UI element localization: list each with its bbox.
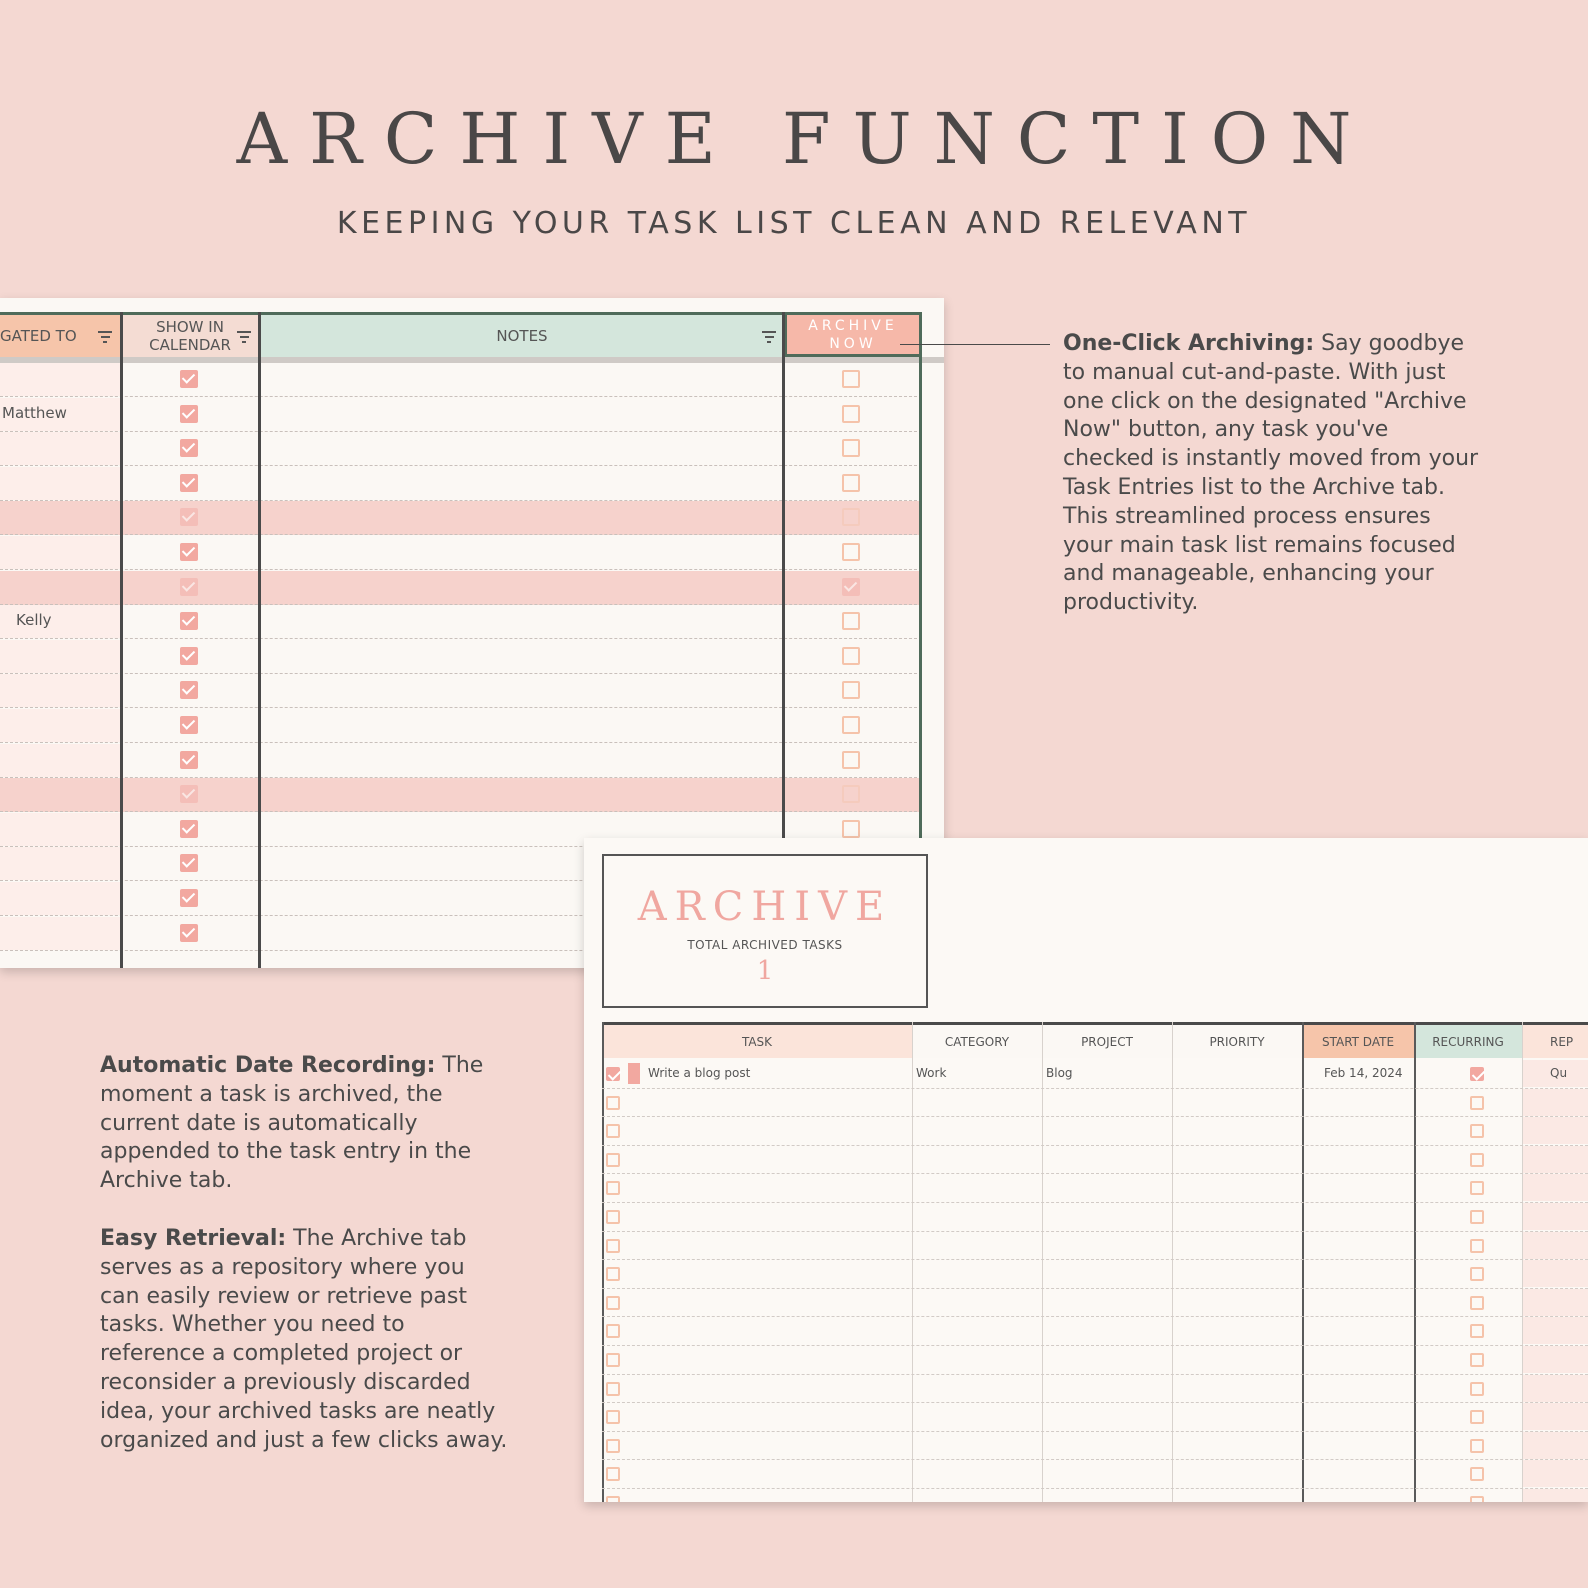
recurring-checkbox[interactable] xyxy=(1470,1210,1484,1224)
archive-row xyxy=(602,1489,1588,1502)
total-archived-count: 1 xyxy=(756,956,774,986)
task-done-checkbox[interactable] xyxy=(606,1353,620,1367)
auto-date-description xyxy=(100,1052,510,1196)
filter-icon[interactable] xyxy=(98,331,112,343)
recurring-checkbox[interactable] xyxy=(1470,1239,1484,1253)
notes-cell[interactable] xyxy=(262,640,782,673)
notes-cell[interactable] xyxy=(262,501,782,534)
task-done-checkbox[interactable] xyxy=(606,1210,620,1224)
archive-row xyxy=(602,1174,1588,1203)
rep-cell xyxy=(1523,1489,1588,1502)
archive-row xyxy=(602,1460,1588,1489)
archive-checkbox[interactable] xyxy=(842,405,860,423)
recurring-checkbox[interactable] xyxy=(1470,1324,1484,1338)
delegated-cell[interactable] xyxy=(0,640,120,673)
column-divider xyxy=(782,312,785,852)
archive-category[interactable]: Work xyxy=(916,1066,947,1080)
task-done-checkbox[interactable] xyxy=(606,1153,620,1167)
retrieval-description xyxy=(100,1225,510,1455)
calendar-checkbox[interactable] xyxy=(180,508,198,526)
callout-line xyxy=(900,344,1050,345)
delegated-cell[interactable] xyxy=(0,501,120,534)
rep-cell xyxy=(1523,1232,1588,1259)
task-done-checkbox[interactable] xyxy=(606,1239,620,1253)
archive-checkbox[interactable] xyxy=(842,751,860,769)
calendar-checkbox[interactable] xyxy=(180,785,198,803)
recurring-checkbox[interactable] xyxy=(1470,1353,1484,1367)
archive-rep[interactable]: Qu xyxy=(1550,1066,1568,1080)
column-header-project[interactable]: PROJECT xyxy=(1042,1022,1172,1058)
rep-cell xyxy=(1523,1260,1588,1287)
rep-cell xyxy=(1523,1403,1588,1430)
task-done-checkbox[interactable] xyxy=(606,1467,620,1481)
recurring-checkbox[interactable] xyxy=(1470,1439,1484,1453)
archive-row xyxy=(602,1432,1588,1461)
archive-checkbox[interactable] xyxy=(842,578,860,596)
task-done-checkbox[interactable] xyxy=(606,1181,620,1195)
column-header-start-date[interactable]: START DATE xyxy=(1302,1022,1414,1058)
delegated-cell[interactable] xyxy=(0,363,120,396)
delegated-cell[interactable] xyxy=(0,917,120,950)
calendar-checkbox[interactable] xyxy=(180,370,198,388)
one-click-body: Say goodbye to manual cut-and-paste. With just one click on the designated "Archive Now" button, any task you've checked is instantly moved from your Task Entries list to the Archive tab. This streamlined process ensures your main task list remains focused and manageable, enhancing your productivity. xyxy=(1063,331,1479,616)
calendar-checkbox[interactable] xyxy=(180,889,198,907)
calendar-checkbox[interactable] xyxy=(180,543,198,561)
calendar-checkbox[interactable] xyxy=(180,405,198,423)
recurring-checkbox[interactable] xyxy=(1470,1067,1484,1081)
archive-checkbox[interactable] xyxy=(842,716,860,734)
task-done-checkbox[interactable] xyxy=(606,1096,620,1110)
task-done-checkbox[interactable] xyxy=(606,1496,620,1502)
column-header-label: NOTES xyxy=(496,327,548,345)
archive-checkbox[interactable] xyxy=(842,370,860,388)
recurring-checkbox[interactable] xyxy=(1470,1096,1484,1110)
delegated-cell[interactable] xyxy=(0,674,120,707)
archive-row xyxy=(602,1117,1588,1146)
rep-cell xyxy=(1523,1203,1588,1230)
archive-title: ARCHIVE xyxy=(637,884,893,930)
archive-sheet xyxy=(584,838,1588,1502)
column-header-show-in-calendar[interactable] xyxy=(121,312,259,357)
archive-row xyxy=(602,1260,1588,1289)
column-header-rep[interactable]: REP xyxy=(1522,1022,1588,1058)
calendar-checkbox[interactable] xyxy=(180,578,198,596)
notes-cell[interactable] xyxy=(262,536,782,569)
calendar-checkbox[interactable] xyxy=(180,716,198,734)
archive-checkbox[interactable] xyxy=(842,543,860,561)
task-done-checkbox[interactable] xyxy=(606,1410,620,1424)
recurring-checkbox[interactable] xyxy=(1470,1382,1484,1396)
page-title: ARCHIVE FUNCTION xyxy=(236,98,1374,180)
notes-cell[interactable] xyxy=(262,709,782,742)
recurring-checkbox[interactable] xyxy=(1470,1467,1484,1481)
column-header-notes[interactable] xyxy=(260,312,784,357)
task-done-checkbox[interactable] xyxy=(606,1296,620,1310)
archive-checkbox[interactable] xyxy=(842,508,860,526)
column-header-recurring[interactable]: RECURRING xyxy=(1414,1022,1522,1058)
delegated-name: Matthew xyxy=(2,403,67,422)
delegated-cell[interactable] xyxy=(0,467,120,500)
rep-cell xyxy=(1523,1089,1588,1116)
archive-checkbox[interactable] xyxy=(842,785,860,803)
delegated-cell[interactable] xyxy=(0,605,120,638)
notes-cell[interactable] xyxy=(262,363,782,396)
column-header-label: GATED TO xyxy=(0,327,77,345)
notes-cell[interactable] xyxy=(262,605,782,638)
rep-cell xyxy=(1523,1432,1588,1459)
notes-cell[interactable] xyxy=(262,744,782,777)
delegated-cell[interactable] xyxy=(0,778,120,811)
delegated-cell[interactable] xyxy=(0,882,120,915)
archive-start-date[interactable]: Feb 14, 2024 xyxy=(1324,1066,1403,1080)
notes-cell[interactable] xyxy=(262,432,782,465)
archive-summary-card xyxy=(602,854,928,1008)
recurring-checkbox[interactable] xyxy=(1470,1153,1484,1167)
delegated-cell[interactable] xyxy=(0,398,120,431)
column-header-label: SHOW IN CALENDAR xyxy=(149,318,231,354)
filter-icon[interactable] xyxy=(762,331,776,343)
archive-checkbox[interactable] xyxy=(842,647,860,665)
archive-checkbox[interactable] xyxy=(842,681,860,699)
archive-row xyxy=(602,1375,1588,1404)
calendar-checkbox[interactable] xyxy=(180,854,198,872)
archive-now-button[interactable] xyxy=(784,312,922,357)
column-divider xyxy=(258,312,261,968)
task-done-checkbox[interactable] xyxy=(606,1267,620,1281)
retrieval-body: The Archive tab serves as a repository where you can easily review or retrieve past tasks. Whether you need to reference a completed project or reconsider a previously discarded idea, your archived tasks are neatly organized and just a few clicks away. xyxy=(100,1226,508,1453)
page-subtitle: KEEPING YOUR TASK LIST CLEAN AND RELEVANT xyxy=(336,206,1252,241)
auto-date-heading: Automatic Date Recording: xyxy=(100,1053,436,1078)
notes-cell[interactable] xyxy=(262,674,782,707)
task-done-checkbox[interactable] xyxy=(606,1439,620,1453)
column-divider xyxy=(919,312,922,852)
column-header-category[interactable]: CATEGORY xyxy=(912,1022,1042,1058)
delegated-name: Kelly xyxy=(16,611,52,630)
notes-cell[interactable] xyxy=(262,778,782,811)
total-archived-label: TOTAL ARCHIVED TASKS xyxy=(687,938,843,952)
delegated-cell[interactable] xyxy=(0,432,120,465)
filter-icon[interactable] xyxy=(237,331,251,343)
calendar-checkbox[interactable] xyxy=(180,820,198,838)
rep-cell xyxy=(1523,1346,1588,1373)
delegated-cell[interactable] xyxy=(0,847,120,880)
delegated-cell[interactable] xyxy=(0,813,120,846)
task-done-checkbox[interactable] xyxy=(606,1067,620,1081)
calendar-checkbox[interactable] xyxy=(180,924,198,942)
recurring-checkbox[interactable] xyxy=(1470,1496,1484,1502)
archive-checkbox[interactable] xyxy=(842,439,860,457)
one-click-heading: One-Click Archiving: xyxy=(1063,331,1315,356)
archive-row xyxy=(602,1146,1588,1175)
recurring-checkbox[interactable] xyxy=(1470,1296,1484,1310)
notes-cell[interactable] xyxy=(262,571,782,604)
archive-checkbox[interactable] xyxy=(842,820,860,838)
rep-cell xyxy=(1523,1117,1588,1144)
task-done-checkbox[interactable] xyxy=(606,1324,620,1338)
recurring-checkbox[interactable] xyxy=(1470,1267,1484,1281)
delegated-cell[interactable] xyxy=(0,709,120,742)
archive-row xyxy=(602,1403,1588,1432)
retrieval-heading: Easy Retrieval: xyxy=(100,1226,287,1251)
rep-cell xyxy=(1523,1289,1588,1316)
column-header-delegated[interactable] xyxy=(0,312,120,357)
priority-marker xyxy=(628,1063,640,1084)
notes-cell[interactable] xyxy=(262,398,782,431)
rep-cell xyxy=(1523,1146,1588,1173)
archive-now-label: ARCHIVE NOW xyxy=(808,317,898,352)
rep-cell xyxy=(1523,1317,1588,1344)
archive-row xyxy=(602,1089,1588,1118)
calendar-checkbox[interactable] xyxy=(180,751,198,769)
delegated-cell[interactable] xyxy=(0,536,120,569)
archive-task-name[interactable]: Write a blog post xyxy=(648,1066,751,1080)
calendar-checkbox[interactable] xyxy=(180,681,198,699)
task-done-checkbox[interactable] xyxy=(606,1382,620,1396)
archive-row xyxy=(602,1060,1588,1089)
archive-checkbox[interactable] xyxy=(842,612,860,630)
archive-row xyxy=(602,1346,1588,1375)
column-header-task[interactable]: TASK xyxy=(602,1022,912,1058)
rep-cell xyxy=(1523,1174,1588,1201)
delegated-cell[interactable] xyxy=(0,744,120,777)
auto-date-body: The moment a task is archived, the current date is automatically appended to the task entry in the Archive tab. xyxy=(100,1053,484,1194)
recurring-checkbox[interactable] xyxy=(1470,1124,1484,1138)
archive-project[interactable]: Blog xyxy=(1046,1066,1073,1080)
one-click-description xyxy=(1063,330,1483,618)
delegated-cell[interactable] xyxy=(0,571,120,604)
archive-row xyxy=(602,1232,1588,1261)
rep-cell xyxy=(1523,1375,1588,1402)
archive-checkbox[interactable] xyxy=(842,474,860,492)
calendar-checkbox[interactable] xyxy=(180,612,198,630)
rep-cell xyxy=(1523,1460,1588,1487)
column-header-priority[interactable]: PRIORITY xyxy=(1172,1022,1302,1058)
archive-row xyxy=(602,1203,1588,1232)
recurring-checkbox[interactable] xyxy=(1470,1410,1484,1424)
recurring-checkbox[interactable] xyxy=(1470,1181,1484,1195)
notes-cell[interactable] xyxy=(262,467,782,500)
calendar-checkbox[interactable] xyxy=(180,474,198,492)
archive-row xyxy=(602,1317,1588,1346)
archive-row xyxy=(602,1289,1588,1318)
task-done-checkbox[interactable] xyxy=(606,1124,620,1138)
column-divider xyxy=(120,312,123,968)
calendar-checkbox[interactable] xyxy=(180,647,198,665)
calendar-checkbox[interactable] xyxy=(180,439,198,457)
